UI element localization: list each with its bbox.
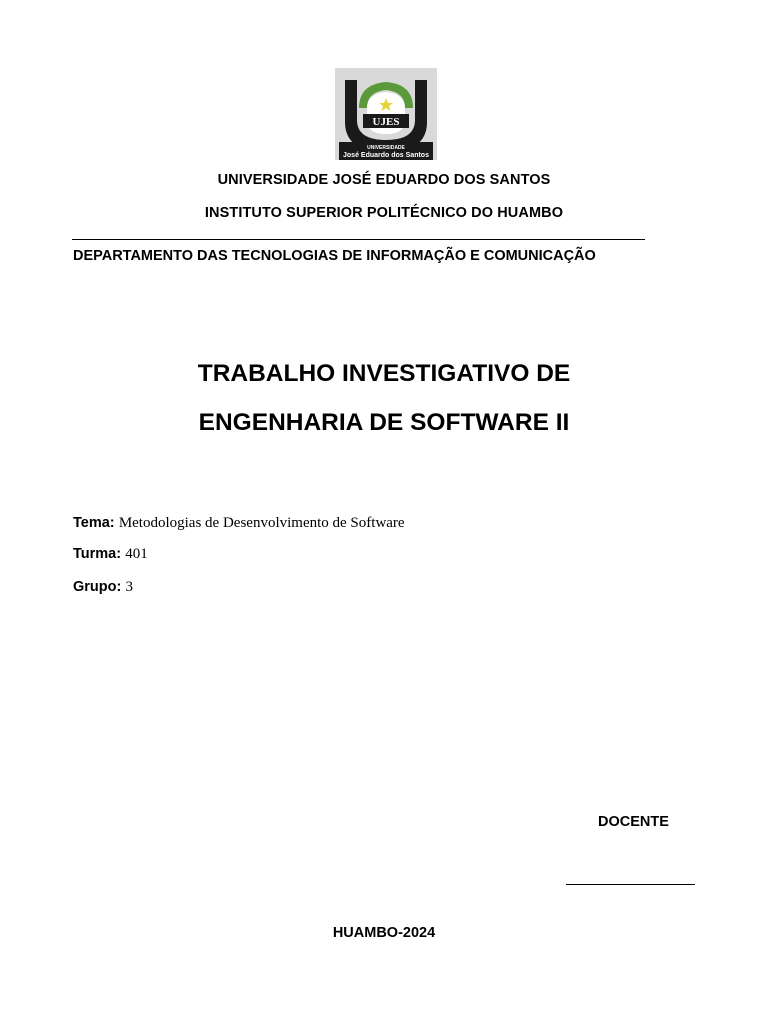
university-logo: [335, 68, 437, 160]
footer-place-year: HUAMBO-2024: [332, 925, 436, 941]
field-tema-value: Metodologias de Desenvolvimento de Software: [118, 515, 405, 531]
field-turma-label: Turma:: [73, 546, 122, 562]
docente-label: DOCENTE: [598, 814, 669, 830]
logo-acronym: UJES: [372, 116, 400, 128]
field-turma: [73, 545, 148, 563]
department-name: DEPARTAMENTO DAS TECNOLOGIAS DE INFORMAÇÃO E COMUNICAÇÃO: [73, 248, 596, 264]
field-grupo: [73, 578, 133, 596]
field-tema-label: Tema:: [73, 515, 115, 531]
header-divider: [72, 239, 645, 240]
field-tema: [73, 514, 405, 532]
document-title-line2: ENGENHARIA DE SOFTWARE II: [198, 409, 570, 436]
field-grupo-label: Grupo:: [73, 579, 122, 595]
institute-name: INSTITUTO SUPERIOR POLITÉCNICO DO HUAMBO: [204, 205, 564, 221]
field-turma-value: 401: [125, 546, 148, 562]
ujes-seal-icon: [335, 68, 437, 160]
logo-caption-line1: UNIVERSIDADE: [367, 145, 405, 151]
signature-line: [566, 884, 695, 885]
document-title-line1: TRABALHO INVESTIGATIVO DE: [197, 360, 571, 387]
university-name: UNIVERSIDADE JOSÉ EDUARDO DOS SANTOS: [217, 172, 551, 188]
logo-caption-line2: José Eduardo dos Santos: [343, 152, 429, 159]
field-grupo-value: 3: [125, 579, 133, 595]
